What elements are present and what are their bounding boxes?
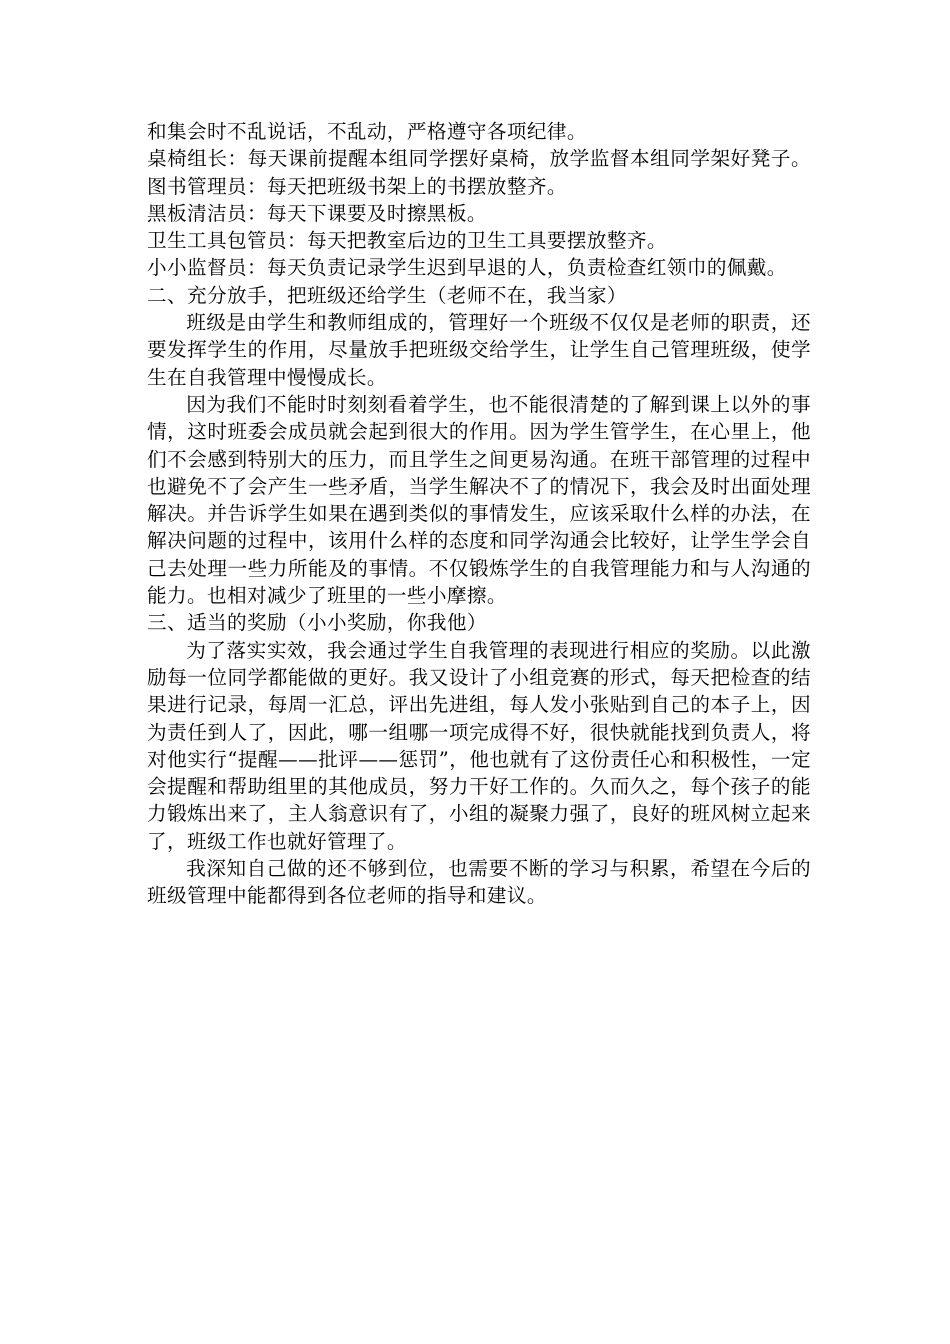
- paragraph-blackboard-cleaner: 黑板清洁员：每天下课要及时擦黑板。: [147, 201, 487, 225]
- section-heading-3: 三、适当的奖励（小小奖励，你我他）: [147, 611, 487, 635]
- paragraph-class-committee: 因为我们不能时时刻刻看着学生，也不能很清楚的了解到课上以外的事情，这时班委会成员就会起到很大的作用。因为学生管学生，在心里上，他们不会感到特别大的压力，而且学生之间更易沟通。在班干部管理的过程中也避免不了会产生一些矛盾，当学生解决不了的情况下，我会及时出面处理解决。并告诉学生如果在遇到类似的事情发生，应该采取什么样的办法，在解决问题的过程中，该用什么样的态度和同学沟通会比较好，让学生学会自己去处理一些力所能及的事情。不仅锻炼学生的自我管理能力和与人沟通的能力。也相对减少了班里的一些小摩擦。: [147, 392, 811, 608]
- paragraph-conclusion: 我深知自己做的还不够到位，也需要不断的学习与积累，希望在今后的班级管理中能都得到各位老师的指导和建议。: [147, 857, 811, 908]
- paragraph-desk-leader: 桌椅组长：每天课前提醒本组同学摆好桌椅，放学监督本组同学架好凳子。 图书管理员：每天把班级书架上的书摆放整齐。: [147, 147, 811, 198]
- paragraph-rewards: 为了落实实效，我会通过学生自我管理的表现进行相应的奖励。以此激励每一位同学都能做的更好。我又设计了小组竞赛的形式，每天把检查的结果进行记录，每周一汇总，评出先进组，每人发小张贴到自己的本子上，因为责任到人了，因此，哪一组哪一项完成得不好，很快就能找到负责人，将对他实行“提醒——批评——惩罚”，他也就有了这份责任心和积极性，一定会提醒和帮助组里的其他成员，努力干好工作的。久而久之，每个孩子的能力锻炼出来了，主人翁意识有了，小组的凝聚力强了，良好的班风树立起来了，班级工作也就好管理了。: [147, 638, 811, 853]
- paragraph-rules-end: 和集会时不乱说话，不乱动，严格遵守各项纪律。: [147, 120, 587, 143]
- paragraph-supervisor: 小小监督员：每天负责记录学生迟到早退的人，负责检查红领巾的佩戴。: [147, 256, 787, 280]
- document-page: [147, 118, 811, 910]
- section-heading-2: 二、充分放手，把班级还给学生（老师不在，我当家）: [147, 283, 627, 307]
- paragraph-tool-keeper: 卫生工具包管员：每天把教室后边的卫生工具要摆放整齐。: [147, 229, 667, 253]
- paragraph-class-management: 班级是由学生和教师组成的，管理好一个班级不仅仅是老师的职责，还要发挥学生的作用，尽量放手把班级交给学生，让学生自己管理班级，使学生在自我管理中慢慢成长。: [147, 311, 811, 389]
